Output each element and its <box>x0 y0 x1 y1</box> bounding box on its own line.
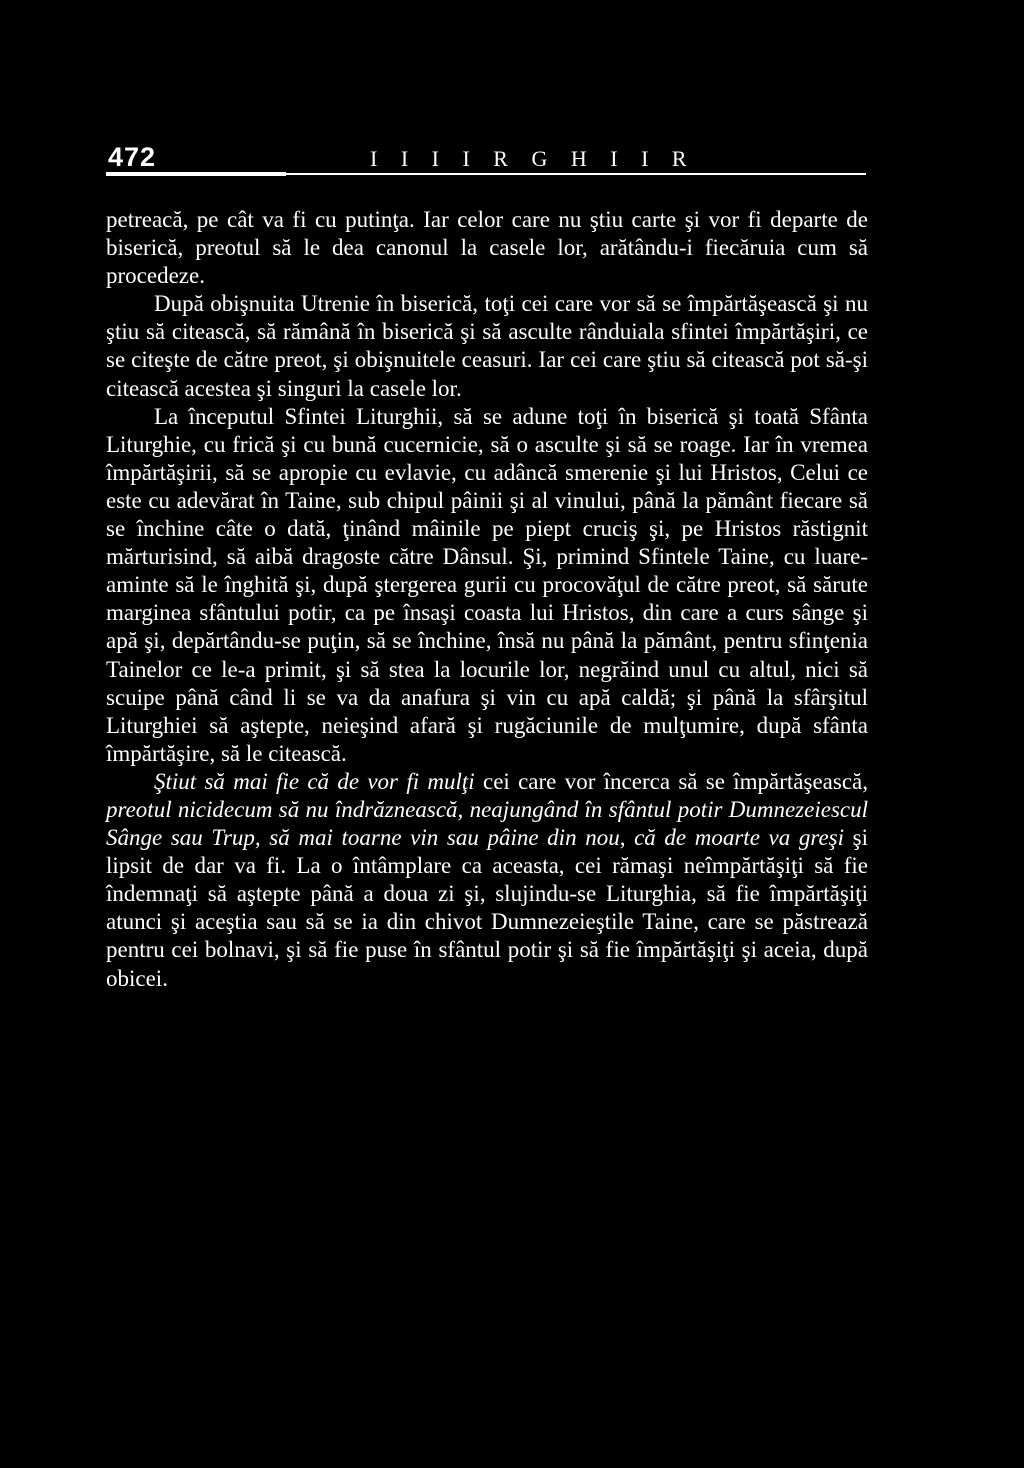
page-header <box>106 136 868 176</box>
paragraph-1: petreacă, pe cât va fi cu putinţa. Iar celor care nu ştiu carte şi vor fi departe de biserică, preotul să le dea canonul la casele lor, arătându-i fiecăruia cum să procedeze. <box>106 207 868 289</box>
paragraph-3: La începutul Sfintei Liturghii, să se adune toţi în biserică şi toată Sfânta Liturghie, cu frică şi cu bună cucernicie, să o asculte şi să se roage. Iar în vremea împărtăşirii, să se apropie cu evlavie, cu adâncă smerenie şi lui Hristos, Celui ce este cu adevărat în Taine, sub chipul pâinii şi al vinului, până la pământ fiecare să se închine câte o dată, ţinând mâinile pe piept cruciş şi, pe Hristos răstignit mărturisind, să aibă dragoste către Dânsul. Şi, primind Sfintele Taine, cu luare-aminte să le înghită şi, după ştergerea gurii cu procovăţul de către preot, să sărute marginea sfântului potir, ca pe însaşi coasta lui Hristos, din care a curs sânge şi apă şi, depărtându-se puţin, să se închine, însă nu până la pământ, pentru sfinţenia Tainelor ce le-a primit, şi să stea la locurile lor, negrăind unul cu altul, nici să scuipe până când li se va da anafura şi vin cu apă caldă; şi până la sfârşitul Liturghiei să aştepte, neieşind afară şi rugăciunile de mulţumire, după sfânta împărtăşire, să le citească. <box>106 403 868 766</box>
header-rule-thick <box>106 172 286 176</box>
body-text <box>106 206 868 993</box>
paragraph-4 <box>106 768 868 993</box>
paragraph-4-italic-lead: Ştiut să mai fie că de vor fi mulţi <box>154 768 475 794</box>
running-title: I I I I R G H I I R <box>370 146 696 171</box>
paragraph-2: După obişnuita Utrenie în biserică, toţi cei care vor să se împărtăşească şi nu ştiu să citească, să rămână în biserică şi să asculte rânduiala sfintei împărtăşiri, ce se citeşte de către preot, şi obişnuitele ceasuri. Iar cei care ştiu să citească pot să-şi citească acestea şi singuri la casele lor. <box>106 291 868 401</box>
paragraph-4-mid: cei care vor încerca să se împărtăşească, <box>474 768 869 794</box>
page-number: 472 <box>108 142 157 172</box>
paragraph-4-rest: şi lipsit de dar va fi. La o întâmplare ca aceasta, cei rămaşi neîmpărtăşiţi să fie îndemnaţi să aştepte până a doua zi şi, slujindu-se Liturghia, să fie împărtăşiţi atunci şi aceştia sau să se ia din chivot Dumnezeieştile Taine, care se păstrează pentru cei bolnavi, şi să fie puse în sfântul potir şi să fie împărtăşiţi şi aceia, după obicei. <box>106 825 868 991</box>
header-rule-thin <box>286 173 866 175</box>
paragraph-4-italic-clause: preotul nicidecum să nu îndrăznească, neajungând în sfântul potir Dumnezeiescul Sânge sau Trup, să mai toarne vin sau pâine din nou, că de moarte va greşi <box>106 796 868 851</box>
